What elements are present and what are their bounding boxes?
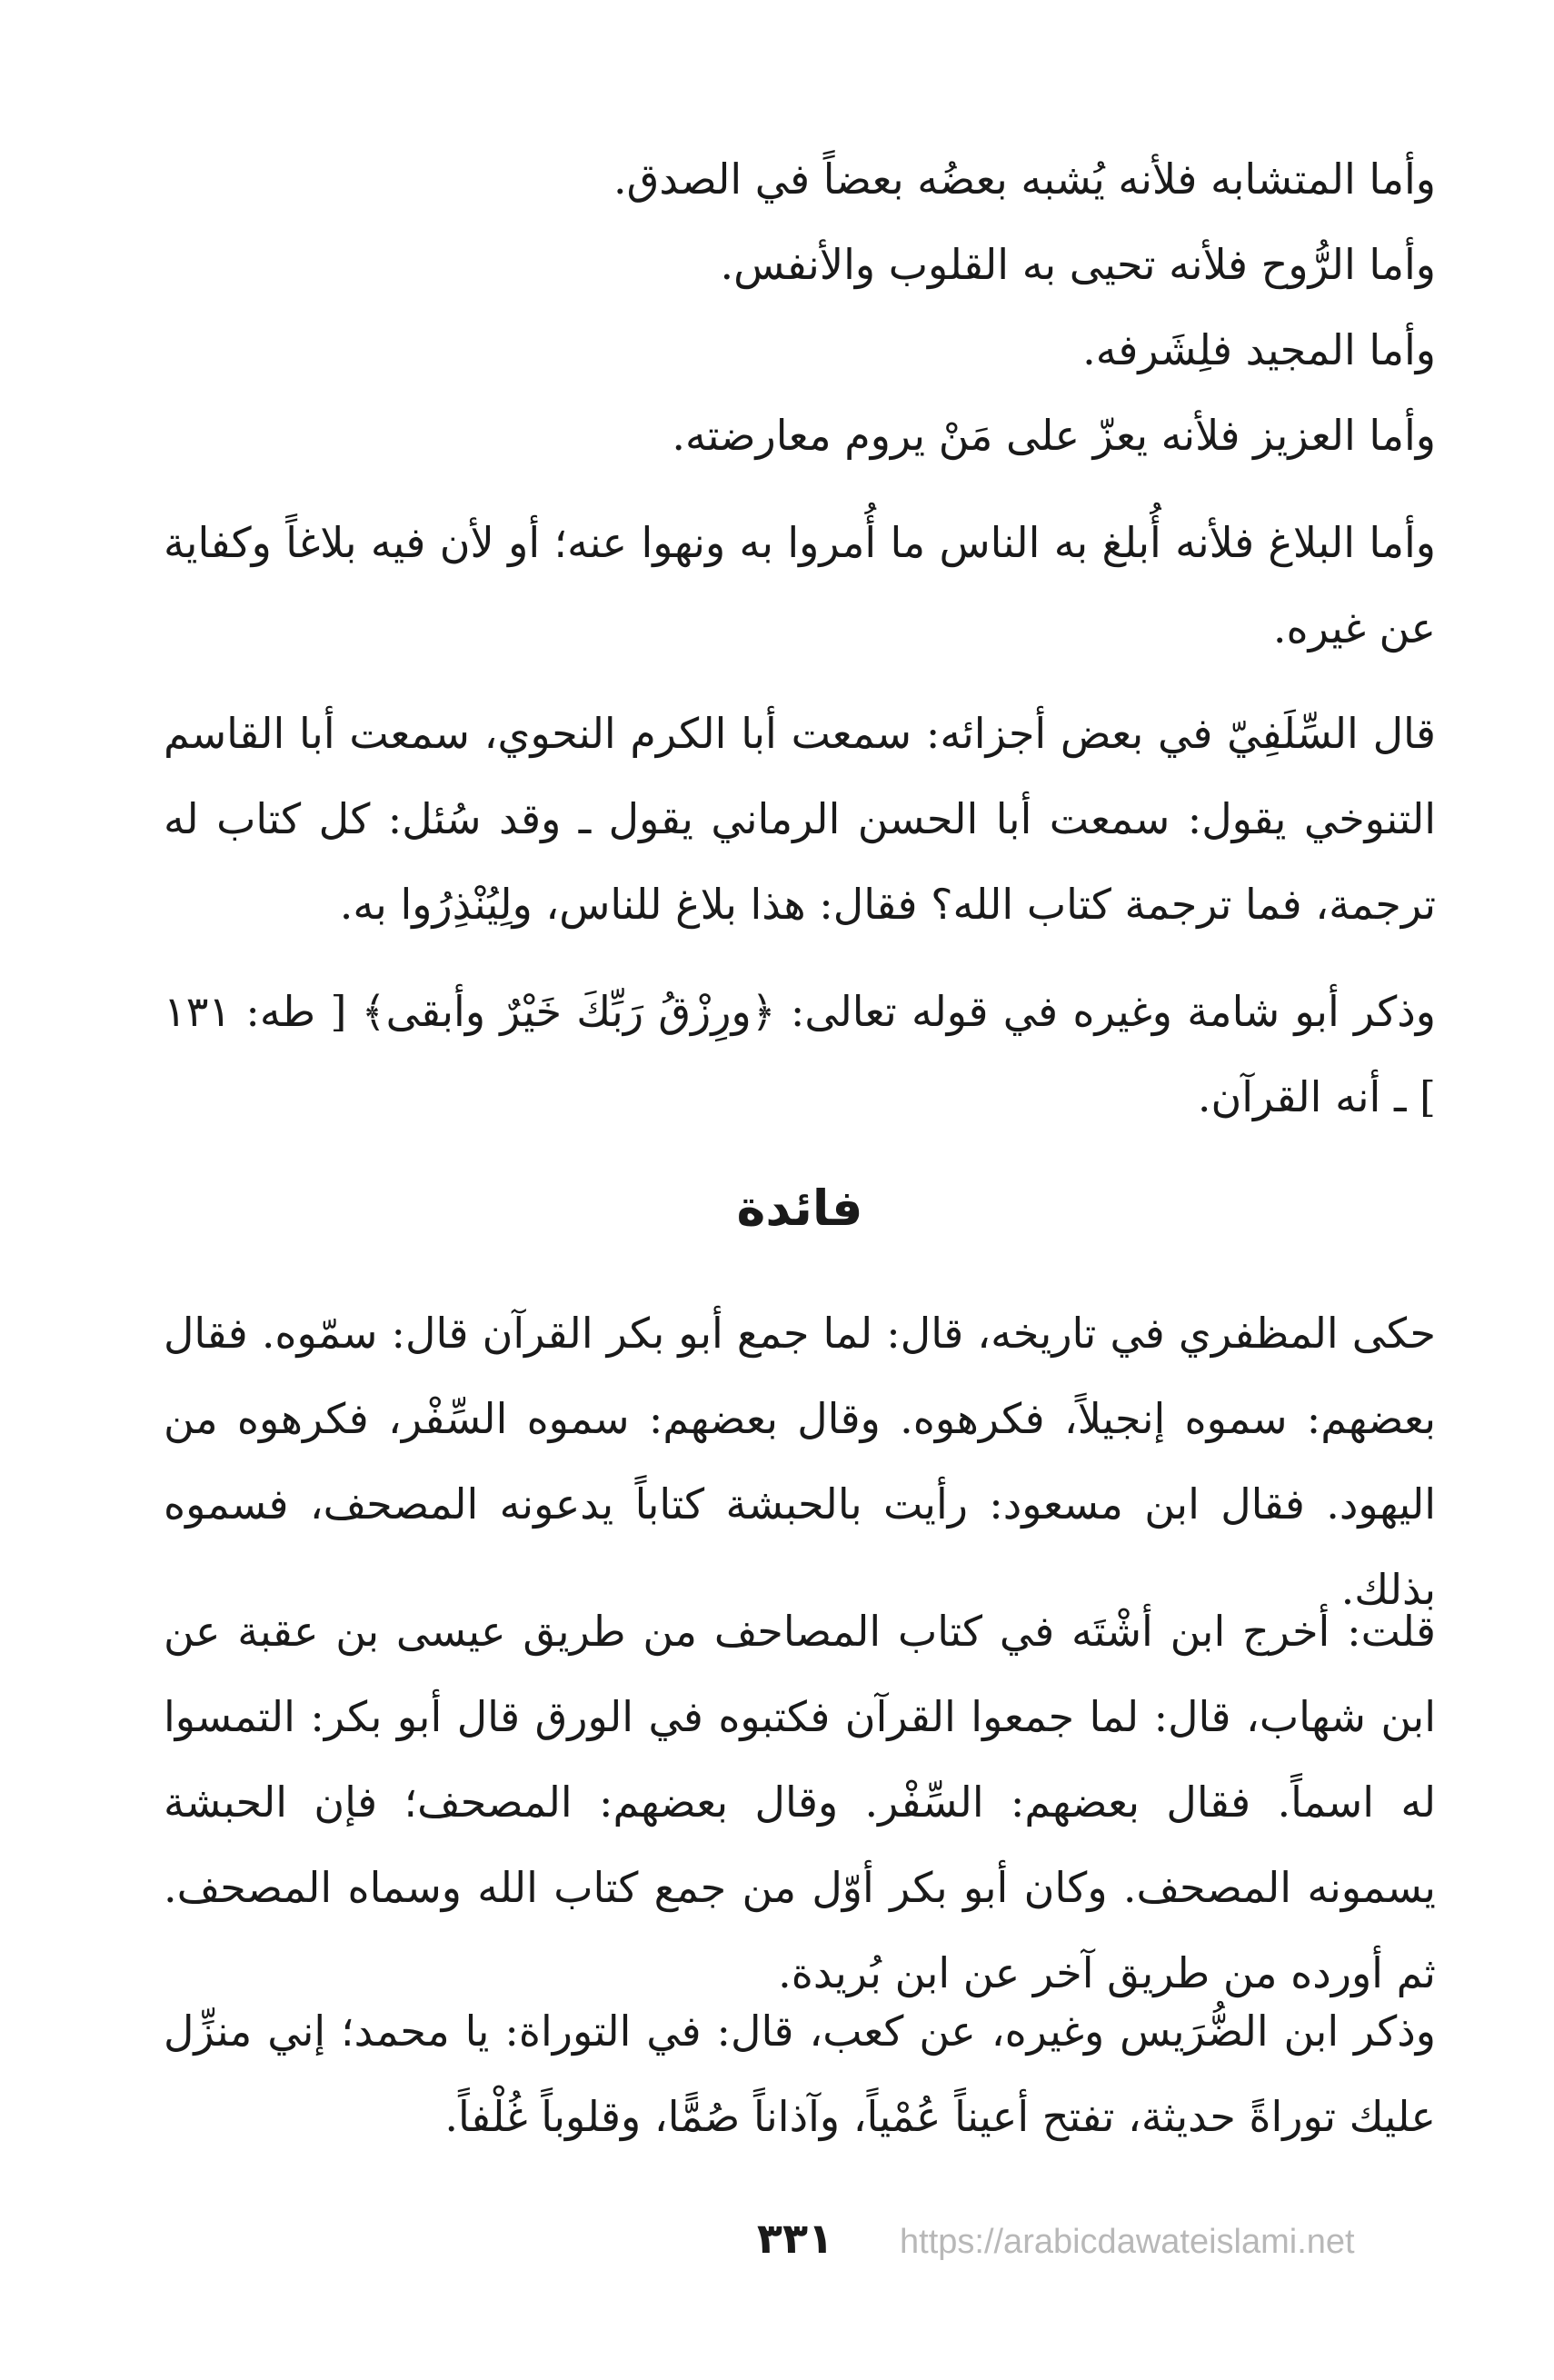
paragraph-ibn-durays: وذكر ابن الضُّرَيس وغيره، عن كعب، قال: في التوراة: يا محمد؛ إني منزِّل عليك توراةً حديثة، تفتح أعيناً عُمْياً، وآذاناً صُمًّا، وقلوباً غُلْفاً. <box>164 2007 1436 2141</box>
paragraph-ruh: وأما الرُّوح فلأنه تحيى به القلوب والأنفس. <box>720 240 1436 289</box>
paragraph-mutashabih: وأما المتشابه فلأنه يُشبه بعضُه بعضاً في الصدق. <box>613 154 1436 204</box>
paragraph-balagh: وأما البلاغ فلأنه أُبلغ به الناس ما أُمروا به ونهوا عنه؛ أو لأن فيه بلاغاً وكفاية عن غيره. <box>164 518 1436 652</box>
paragraph-silafi: قال السِّلَفِيّ في بعض أجزائه: سمعت أبا الكرم النحوي، سمعت أبا القاسم التنوخي يقول: سمعت أبا الحسن الرماني يقول ـ وقد سُئل: كل كتاب له ترجمة، فما ترجمة كتاب الله؟ فقال: هذا بلاغ للناس، ولِيُنْذِرُوا به. <box>164 709 1436 929</box>
watermark-url: https://arabicdawateislami.net <box>900 2223 1355 2261</box>
section-heading-faida: فائدة <box>736 1180 863 1237</box>
paragraph-aziz: وأما العزيز فلأنه يعزّ على مَنْ يروم معارضته. <box>672 411 1436 460</box>
paragraph-abu-shama: وذكر أبو شامة وغيره في قوله تعالى: ﴿ورِزْقُ رَبِّكَ خَيْرٌ وأبقى﴾ [ طه: ١٣١ ] ـ أنه القرآن. <box>164 987 1436 1121</box>
paragraph-ibn-ashta: قلت: أخرج ابن أشْتَه في كتاب المصاحف من طريق عيسى بن عقبة عن ابن شهاب، قال: لما جمعوا القرآن فكتبوه في الورق قال أبو بكر: التمسوا له اسماً. فقال بعضهم: السِّفْر. وقال بعضهم: المصحف؛ فإن الحبشة يسمونه المصحف. وكان أبو بكر أوّل من جمع كتاب الله وسماه المصحف. ثم أورده من طريق آخر عن ابن بُريدة. <box>164 1607 1436 1997</box>
paragraph-majid: وأما المجيد فلِشَرفه. <box>1082 325 1436 374</box>
paragraph-muzaffari: حكى المظفري في تاريخه، قال: لما جمع أبو بكر القرآن قال: سمّوه. فقال بعضهم: سموه إنجيلاً، فكرهوه. وقال بعضهم: سموه السِّفْر، فكرهوه من اليهود. فقال ابن مسعود: رأيت بالحبشة كتاباً يدعونه المصحف، فسموه بذلك. <box>164 1309 1436 1614</box>
page-number: ٣٣١ <box>756 2214 834 2263</box>
